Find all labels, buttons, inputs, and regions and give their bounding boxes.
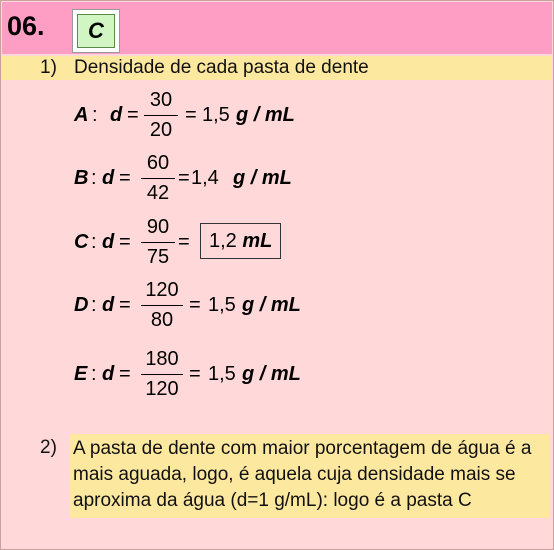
denominator: 80 xyxy=(150,309,174,331)
density-value: 1,5 xyxy=(208,363,236,385)
equation-colon: : xyxy=(91,231,97,253)
equation-variable: d xyxy=(110,104,123,126)
equation-label: A xyxy=(74,104,89,126)
item-1-index: 1) xyxy=(40,57,57,78)
fraction-bar xyxy=(141,374,183,375)
denominator: 42 xyxy=(146,182,170,204)
equation-label: B xyxy=(74,167,89,189)
fraction xyxy=(138,214,178,270)
density-unit: g / mL xyxy=(236,104,295,126)
numerator: 30 xyxy=(149,89,173,111)
equals-sign: = xyxy=(119,167,131,189)
highlighted-result-box xyxy=(200,223,281,259)
density-value: 1,4 xyxy=(191,167,219,189)
equation-label: C xyxy=(74,231,89,253)
denominator: 75 xyxy=(146,246,170,268)
density-value: 1,5 xyxy=(208,294,236,316)
question-header xyxy=(2,2,552,54)
fraction-bar xyxy=(141,178,175,179)
fraction-bar xyxy=(141,242,175,243)
equation-colon: : xyxy=(92,104,98,126)
fraction xyxy=(141,87,181,143)
equation-colon: : xyxy=(91,363,97,385)
fraction xyxy=(138,277,186,333)
numerator: 120 xyxy=(145,279,179,301)
numerator: 90 xyxy=(146,216,170,238)
equation-label: D xyxy=(74,294,89,316)
item-1-heading xyxy=(2,56,552,80)
numerator: 60 xyxy=(146,152,170,174)
item-2-text: A pasta de dente com maior porcentagem de água é a mais aguada, logo, é aquela cuja densidade mais se aproxima da água (d=1 g/mL): logo é a pasta C xyxy=(69,434,549,518)
fraction-bar xyxy=(141,305,183,306)
equation-label: E xyxy=(74,363,88,385)
question-number: 06. xyxy=(7,11,45,41)
answer-box xyxy=(72,9,120,53)
fraction-bar xyxy=(144,115,178,116)
fraction xyxy=(138,346,186,402)
equals-sign: = xyxy=(178,231,190,253)
equals-sign: = xyxy=(127,104,139,126)
density-unit: g / mL xyxy=(233,167,292,189)
equation-variable: d xyxy=(102,167,115,189)
denominator: 120 xyxy=(145,378,179,400)
equals-sign: = xyxy=(178,167,190,189)
density-unit: g / mL xyxy=(242,363,301,385)
density-unit: mL xyxy=(242,230,273,252)
equation-colon: : xyxy=(91,294,97,316)
item-2-index: 2) xyxy=(40,437,57,458)
equals-sign: = xyxy=(119,294,131,316)
item-2-explanation xyxy=(2,434,552,546)
denominator: 20 xyxy=(149,119,173,141)
equals-sign: = xyxy=(189,363,201,385)
equals-sign: = xyxy=(119,363,131,385)
answer-letter: C xyxy=(77,14,115,48)
density-unit: g / mL xyxy=(242,294,301,316)
equation-variable: d xyxy=(102,363,115,385)
equation-variable: d xyxy=(102,294,115,316)
numerator: 180 xyxy=(145,348,179,370)
equals-sign: = xyxy=(119,231,131,253)
equation-variable: d xyxy=(102,231,115,253)
item-1-text: Densidade de cada pasta de dente xyxy=(74,57,369,78)
equals-sign: = xyxy=(185,104,197,126)
fraction xyxy=(138,150,178,206)
density-value: 1,5 xyxy=(202,104,230,126)
equation-colon: : xyxy=(91,167,97,189)
density-value: 1,2 xyxy=(209,230,237,252)
equals-sign: = xyxy=(189,294,201,316)
